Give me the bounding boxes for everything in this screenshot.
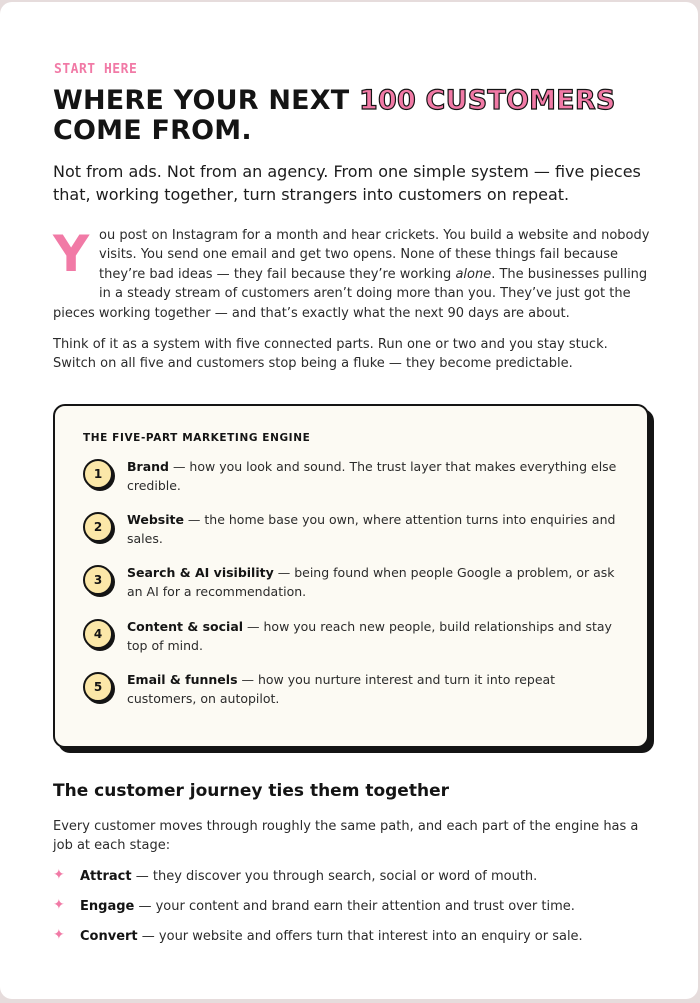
engine-item-name: Website — [127, 512, 184, 527]
document-page — [0, 2, 698, 999]
engine-item-desc: — how you nurture interest and turn it into repeat customers, on autopilot. — [127, 672, 556, 706]
engine-item-text — [127, 618, 617, 655]
engine-item-name: Search & AI visibility — [127, 565, 274, 580]
intro-paragraph — [53, 226, 653, 323]
engine-item-desc: — how you look and sound. The trust layer that makes everything else credible. — [127, 459, 617, 493]
intro-text-1: ou post on Instagram for a month and hear crickets. You build a website and nobody visits. You send one email and get two opens. None of these things fail because they’re bad ideas — they fail because they’re working — [99, 228, 650, 282]
number-badge: 4 — [83, 619, 113, 649]
engine-callout-box — [53, 404, 649, 748]
engine-item-desc: — being found when people Google a problem, or ask an AI for a recommendation. — [127, 565, 615, 599]
number-badge: 2 — [83, 512, 113, 542]
engine-item-desc: — how you reach new people, build relationships and stay top of mind. — [127, 619, 612, 653]
title-highlight: 100 CUSTOMERS — [359, 85, 616, 116]
engine-item-text — [127, 458, 617, 495]
stage-text — [80, 897, 650, 916]
stage-desc: — your content and brand earn their attention and trust over time. — [134, 899, 575, 914]
stage-text — [80, 927, 650, 946]
stage-name: Engage — [80, 899, 135, 914]
stage-name: Convert — [80, 929, 138, 944]
eyebrow-label: START HERE — [54, 62, 138, 77]
engine-item-desc: — the home base you own, where attention turns into enquiries and sales. — [127, 512, 616, 546]
title-part-2: COME FROM. — [53, 115, 252, 146]
page-title — [53, 86, 673, 146]
title-part-1: WHERE YOUR NEXT — [53, 85, 359, 116]
stage-desc: — they discover you through search, social or word of mouth. — [131, 869, 538, 884]
drop-cap: Y — [53, 225, 90, 283]
system-paragraph: Think of it as a system with five connected parts. Run one or two and you stay stuck. Switch on all five and customers stop being a fluke — they become predictable. — [53, 337, 608, 372]
sparkle-icon: ✦ — [53, 927, 65, 943]
intro-emphasis: alone — [455, 266, 492, 282]
number-badge: 5 — [83, 672, 113, 702]
stage-text — [80, 867, 650, 886]
engine-title: THE FIVE-PART MARKETING ENGINE — [83, 432, 311, 444]
engine-item-text — [127, 564, 617, 601]
number-badge: 1 — [83, 459, 113, 489]
intro-text-2: . The businesses pulling in a steady stream of customers aren’t doing more than you. They’ve just got the pieces working together — and that’s exactly what the next 90 days are about. — [53, 266, 648, 321]
journey-intro: Every customer moves through roughly the same path, and each part of the engine has a job at each stage: — [53, 819, 639, 854]
stage-desc: — your website and offers turn that interest into an enquiry or sale. — [137, 929, 583, 944]
sparkle-icon: ✦ — [53, 867, 65, 883]
engine-item-name: Email & funnels — [127, 672, 238, 687]
engine-item-text — [127, 671, 617, 708]
journey-heading: The customer journey ties them together — [53, 781, 449, 801]
number-badge: 3 — [83, 565, 113, 595]
sparkle-icon: ✦ — [53, 897, 65, 913]
stage-name: Attract — [80, 869, 132, 884]
lede-paragraph: Not from ads. Not from an agency. From one simple system — five pieces that, working together, turn strangers into customers on repeat. — [53, 162, 641, 204]
engine-item-name: Brand — [127, 459, 169, 474]
engine-item-name: Content & social — [127, 619, 244, 634]
engine-item-text — [127, 511, 617, 548]
